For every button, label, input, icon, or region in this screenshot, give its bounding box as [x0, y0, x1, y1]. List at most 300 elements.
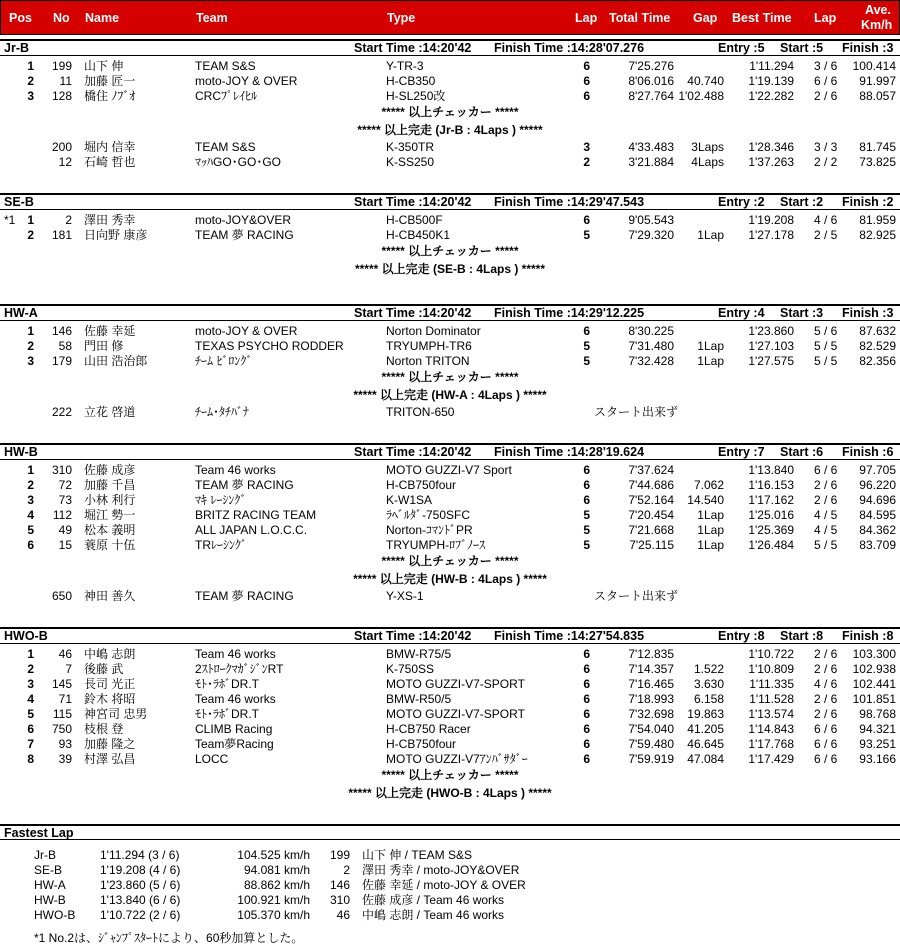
machine-type: H-CB750four	[386, 478, 457, 492]
class-header	[0, 443, 900, 460]
rider-name: 長司 光正	[84, 677, 136, 691]
best-time: 1'25.016	[748, 508, 794, 522]
best-lap: 4 / 6	[814, 677, 838, 691]
best-lap: 2 / 6	[814, 647, 838, 661]
best-lap: 6 / 6	[814, 463, 838, 477]
car-number: 11	[59, 74, 72, 88]
team-name: TEAM 夢 RACING	[195, 589, 294, 603]
result-row	[0, 228, 900, 243]
car-number: 112	[52, 508, 72, 522]
rider-name: 橋住 ﾉﾌﾞｵ	[84, 89, 136, 103]
class-header	[0, 627, 900, 644]
best-lap: 3 / 3	[814, 140, 838, 154]
best-lap: 2 / 6	[814, 89, 838, 103]
team-name: ﾁｰﾑ･ﾀﾁﾊﾞﾅ	[195, 405, 250, 419]
best-lap: 2 / 5	[814, 228, 838, 242]
average-speed: 102.441	[852, 677, 896, 691]
team-name: CLIMB Racing	[195, 722, 273, 736]
laps: 6	[583, 74, 590, 88]
result-row	[0, 463, 900, 478]
machine-type: K-W1SA	[386, 493, 433, 507]
team-name: ﾏｷ ﾚｰｼﾝｸﾞ	[195, 493, 247, 507]
start-time: Start Time :14:20'42	[354, 629, 472, 643]
entry-count: Entry :5	[718, 41, 765, 55]
complete-note: ***** 以上完走 (SE-B : 4Laps ) *****	[354, 262, 546, 276]
best-lap: 6 / 6	[814, 722, 838, 736]
average-speed: 94.696	[859, 493, 896, 507]
start-count: Start :2	[780, 195, 824, 209]
total-time: 7'52.164	[628, 493, 674, 507]
total-time: 7'29.320	[628, 228, 674, 242]
position: 8	[27, 752, 34, 766]
best-lap: 5 / 6	[814, 324, 838, 338]
total-time: 7'20.454	[628, 508, 674, 522]
entry-count: Entry :8	[718, 629, 765, 643]
rider-name: 佐藤 成彦	[84, 463, 136, 477]
best-time: 1'17.768	[748, 737, 794, 751]
entry-count: Entry :2	[718, 195, 765, 209]
position: 2	[27, 478, 34, 492]
rider-name: 堀内 信幸	[84, 140, 136, 154]
average-speed: 98.768	[859, 707, 896, 721]
finish-time: Finish Time :14:29'12.225	[494, 306, 645, 320]
result-row	[0, 89, 900, 104]
gap: 6.158	[693, 692, 724, 706]
best-time: 1'16.153	[748, 478, 794, 492]
car-number: 200	[51, 140, 72, 154]
team-name: ﾓﾄ･ﾗﾎﾞDR.T	[195, 707, 259, 721]
total-time: 8'06.016	[628, 74, 674, 88]
result-row	[0, 155, 900, 170]
laps: 6	[583, 737, 590, 751]
result-row	[0, 707, 900, 722]
gap: 19.863	[687, 707, 724, 721]
average-speed: 73.825	[859, 155, 896, 169]
machine-type: H-CB750four	[386, 737, 457, 751]
car-number: 310	[51, 463, 72, 477]
car-number: 750	[51, 722, 72, 736]
best-lap: 4 / 5	[814, 508, 838, 522]
position: 1	[27, 59, 34, 73]
fastest-lap-row	[0, 863, 900, 878]
position: 2	[27, 662, 34, 676]
result-row	[0, 493, 900, 508]
penalty-mark: *1	[4, 213, 16, 227]
result-row	[0, 478, 900, 493]
average-speed: 91.997	[859, 74, 896, 88]
fastest-number: 310	[329, 893, 350, 907]
class-section	[0, 193, 900, 279]
finish-count: Finish :3	[842, 306, 894, 320]
position: 5	[27, 523, 34, 537]
car-number: 128	[51, 89, 72, 103]
laps: 6	[583, 493, 590, 507]
car-number: 181	[51, 228, 72, 242]
best-time: 1'10.722	[748, 647, 794, 661]
average-speed: 84.595	[859, 508, 896, 522]
col-pos: Pos	[9, 11, 32, 25]
laps: 6	[583, 213, 590, 227]
team-name: ﾓﾄ･ﾗﾎﾞDR.T	[195, 677, 259, 691]
team-name: BRITZ RACING TEAM	[195, 508, 317, 522]
car-number: 650	[51, 589, 72, 603]
team-name: 2ｽﾄﾛｰｸﾏｶﾞｼﾞﾝRT	[195, 662, 284, 676]
class-name: HWO-B	[4, 629, 48, 643]
position: 2	[27, 339, 34, 353]
machine-type: Y-TR-3	[386, 59, 424, 73]
best-lap: 6 / 6	[814, 74, 838, 88]
rider-name: 中嶋 志朗	[84, 647, 136, 661]
fastest-lap-header	[0, 824, 900, 840]
laps: 2	[583, 155, 590, 169]
dns-note: スタート出来ず	[594, 589, 679, 603]
class-name: Jr-B	[4, 41, 30, 55]
fastest-lap-row	[0, 908, 900, 923]
fastest-lap-row	[0, 893, 900, 908]
team-name: TEAM 夢 RACING	[195, 228, 294, 242]
finish-time: Finish Time :14:28'07.276	[494, 41, 645, 55]
position: 4	[27, 692, 34, 706]
best-time: 1'13.574	[748, 707, 794, 721]
machine-type: Norton Dominator	[386, 324, 481, 338]
complete-note: ***** 以上完走 (HWO-B : 4Laps ) *****	[348, 786, 552, 800]
class-header	[0, 304, 900, 321]
team-name: moto-JOY&OVER	[195, 213, 292, 227]
result-row	[0, 213, 900, 228]
result-row	[0, 59, 900, 74]
gap: 1Lap	[697, 339, 724, 353]
class-header	[0, 39, 900, 56]
result-row	[0, 523, 900, 538]
rider-name: 立花 啓道	[84, 405, 136, 419]
start-count: Start :6	[780, 445, 824, 459]
car-number: 146	[51, 324, 72, 338]
position: 1	[27, 324, 34, 338]
best-lap: 2 / 6	[814, 707, 838, 721]
best-time: 1'23.860	[748, 324, 794, 338]
best-lap: 5 / 5	[814, 339, 838, 353]
average-speed: 93.166	[859, 752, 896, 766]
car-number: 222	[51, 405, 72, 419]
machine-type: MOTO GUZZI-V7 Sport	[386, 463, 512, 477]
team-name: ALL JAPAN L.O.C.C.	[195, 523, 308, 537]
class-header	[0, 193, 900, 210]
laps: 6	[583, 59, 590, 73]
best-time: 1'26.484	[748, 538, 794, 552]
team-name: LOCC	[195, 752, 229, 766]
car-number: 58	[58, 339, 72, 353]
best-lap: 2 / 6	[814, 692, 838, 706]
rider-name: 山田 浩治郎	[84, 354, 148, 368]
average-speed: 84.362	[859, 523, 896, 537]
rider-name: 加藤 隆之	[84, 737, 136, 751]
machine-type: TRITON-650	[386, 405, 455, 419]
car-number: 145	[51, 677, 72, 691]
complete-note: ***** 以上完走 (HW-A : 4Laps ) *****	[353, 388, 547, 402]
total-time: 7'25.276	[628, 59, 674, 73]
gap: 1Lap	[697, 228, 724, 242]
laps: 5	[583, 354, 590, 368]
best-lap: 3 / 6	[814, 59, 838, 73]
result-row	[0, 692, 900, 707]
result-row	[0, 405, 900, 420]
class-name: SE-B	[4, 195, 34, 209]
class-section	[0, 304, 900, 420]
total-time: 8'30.225	[628, 324, 674, 338]
total-time: 9'05.543	[628, 213, 674, 227]
average-speed: 82.925	[859, 228, 896, 242]
rider-name: 蓑原 十伍	[84, 538, 136, 552]
result-row	[0, 662, 900, 677]
total-time: 7'18.993	[628, 692, 674, 706]
position: 5	[27, 707, 34, 721]
class-section	[0, 443, 900, 604]
best-time: 1'13.840	[748, 463, 794, 477]
fastest-class: Jr-B	[34, 848, 56, 862]
gap: 46.645	[687, 737, 724, 751]
average-speed: 81.745	[859, 140, 896, 154]
best-time: 1'17.429	[748, 752, 794, 766]
machine-type: ﾗﾍﾞﾙﾀﾞ-750SFC	[386, 508, 471, 522]
machine-type: H-CB350	[386, 74, 436, 88]
laps: 6	[583, 478, 590, 492]
fastest-rider: 中嶋 志朗 / Team 46 works	[362, 908, 505, 922]
machine-type: K-750SS	[386, 662, 435, 676]
finish-count: Finish :8	[842, 629, 894, 643]
total-time: 7'59.480	[628, 737, 674, 751]
rider-name: 松本 義明	[84, 523, 136, 537]
total-time: 7'25.115	[629, 538, 674, 552]
rider-name: 後藤 武	[84, 662, 124, 676]
gap: 7.062	[693, 478, 724, 492]
average-speed: 83.709	[859, 538, 896, 552]
col-total-time: Total Time	[609, 11, 671, 25]
car-number: 115	[52, 707, 72, 721]
best-time: 1'25.369	[748, 523, 794, 537]
average-speed: 93.251	[859, 737, 896, 751]
machine-type: BMW-R50/5	[386, 692, 452, 706]
entry-count: Entry :7	[718, 445, 765, 459]
car-number: 71	[58, 692, 72, 706]
car-number: 2	[65, 213, 72, 227]
best-time: 1'17.162	[748, 493, 794, 507]
average-speed: 103.300	[852, 647, 896, 661]
col-lap: Lap	[575, 11, 598, 25]
total-time: 7'12.835	[628, 647, 674, 661]
result-row	[0, 354, 900, 369]
fastest-time: 1'19.208 (4 / 6)	[100, 863, 181, 877]
footnote: *1 No.2は、ｼﾞｬﾝﾌﾟｽﾀｰﾄにより、60秒加算とした。	[34, 931, 304, 945]
rider-name: 佐藤 幸延	[84, 324, 136, 338]
best-time: 1'14.843	[748, 722, 794, 736]
best-time: 1'11.335	[749, 677, 794, 691]
start-count: Start :8	[780, 629, 824, 643]
fastest-lap-row	[0, 878, 900, 893]
gap: 3Laps	[691, 140, 724, 154]
team-name: moto-JOY & OVER	[195, 74, 298, 88]
total-time: 7'16.465	[628, 677, 674, 691]
best-lap: 4 / 5	[814, 523, 838, 537]
best-time: 1'27.178	[748, 228, 794, 242]
position: 3	[27, 354, 34, 368]
gap: 1'02.488	[678, 89, 724, 103]
laps: 5	[583, 228, 590, 242]
fastest-speed: 104.525 km/h	[237, 848, 310, 862]
finish-count: Finish :6	[842, 445, 894, 459]
best-lap: 2 / 6	[814, 478, 838, 492]
team-name: ﾁｰﾑ ﾋﾞﾛﾝｸﾞ	[195, 354, 253, 368]
rider-name: 澤田 秀幸	[84, 213, 136, 227]
position: 1	[27, 647, 34, 661]
gap: 41.205	[687, 722, 724, 736]
laps: 6	[583, 692, 590, 706]
start-time: Start Time :14:20'42	[354, 306, 472, 320]
team-name: Team 46 works	[195, 692, 276, 706]
position: 6	[27, 722, 34, 736]
fastest-time: 1'11.294 (3 / 6)	[100, 848, 180, 862]
finish-count: Finish :3	[842, 41, 894, 55]
team-name: TEAM S&S	[195, 59, 256, 73]
team-name: moto-JOY & OVER	[195, 324, 298, 338]
fastest-time: 1'23.860 (5 / 6)	[100, 878, 181, 892]
best-time: 1'11.294	[749, 59, 794, 73]
average-speed: 82.356	[859, 354, 896, 368]
gap: 4Laps	[691, 155, 724, 169]
gap: 40.740	[687, 74, 724, 88]
col-kmh: Km/h	[861, 18, 893, 32]
gap: 47.084	[687, 752, 724, 766]
fastest-speed: 94.081 km/h	[243, 863, 310, 877]
fastest-class: HWO-B	[34, 908, 76, 922]
result-row	[0, 737, 900, 752]
machine-type: H-CB450K1	[386, 228, 451, 242]
best-lap: 2 / 2	[814, 155, 838, 169]
checker-note: ***** 以上チェッカー *****	[381, 105, 519, 119]
col-type: Type	[387, 11, 416, 25]
position: 3	[27, 493, 34, 507]
machine-type: BMW-R75/5	[386, 647, 452, 661]
best-time: 1'27.103	[748, 339, 794, 353]
dns-note: スタート出来ず	[594, 405, 679, 419]
result-row	[0, 589, 900, 604]
rider-name: 加藤 千昌	[84, 478, 136, 492]
best-lap: 2 / 6	[814, 493, 838, 507]
car-number: 179	[51, 354, 72, 368]
col-best-lap: Lap	[814, 11, 837, 25]
checker-note: ***** 以上チェッカー *****	[381, 554, 519, 568]
gap: 1Lap	[697, 508, 724, 522]
gap: 14.540	[687, 493, 724, 507]
start-time: Start Time :14:20'42	[354, 445, 472, 459]
entry-count: Entry :4	[718, 306, 765, 320]
fastest-rider: 山下 伸 / TEAM S&S	[362, 848, 473, 862]
best-time: 1'19.139	[748, 74, 794, 88]
result-row	[0, 140, 900, 155]
laps: 5	[583, 523, 590, 537]
best-time: 1'11.528	[749, 692, 794, 706]
total-time: 7'32.698	[628, 707, 674, 721]
laps: 6	[583, 89, 590, 103]
total-time: 4'33.483	[628, 140, 674, 154]
fastest-rider: 佐藤 幸延 / moto-JOY & OVER	[362, 878, 526, 892]
start-time: Start Time :14:20'42	[354, 195, 472, 209]
laps: 6	[583, 677, 590, 691]
car-number: 199	[51, 59, 72, 73]
result-row	[0, 752, 900, 767]
fastest-speed: 88.862 km/h	[243, 878, 310, 892]
finish-time: Finish Time :14:29'47.543	[494, 195, 645, 209]
result-row	[0, 508, 900, 523]
fastest-number: 2	[343, 863, 350, 877]
laps: 6	[583, 463, 590, 477]
best-lap: 6 / 6	[814, 737, 838, 751]
car-number: 15	[58, 538, 72, 552]
laps: 6	[583, 752, 590, 766]
position: 3	[27, 677, 34, 691]
col-ave: Ave.	[865, 3, 891, 17]
start-count: Start :5	[780, 41, 824, 55]
result-row	[0, 339, 900, 354]
total-time: 8'27.764	[628, 89, 674, 103]
best-time: 1'22.282	[748, 89, 794, 103]
finish-count: Finish :2	[842, 195, 894, 209]
start-count: Start :3	[780, 306, 824, 320]
fastest-number: 146	[329, 878, 350, 892]
best-time: 1'27.575	[748, 354, 794, 368]
col-team: Team	[196, 11, 228, 25]
average-speed: 102.938	[852, 662, 896, 676]
laps: 6	[583, 647, 590, 661]
position: 6	[27, 538, 34, 552]
fastest-rider: 佐藤 成彦 / Team 46 works	[362, 893, 505, 907]
best-lap: 4 / 6	[814, 213, 838, 227]
team-name: Team 46 works	[195, 463, 276, 477]
result-row	[0, 538, 900, 553]
best-lap: 2 / 6	[814, 662, 838, 676]
car-number: 46	[58, 647, 72, 661]
average-speed: 94.321	[859, 722, 896, 736]
average-speed: 97.705	[859, 463, 896, 477]
class-name: HW-A	[4, 306, 38, 320]
col-name: Name	[85, 11, 120, 25]
checker-note: ***** 以上チェッカー *****	[381, 768, 519, 782]
gap: 1Lap	[697, 538, 724, 552]
fastest-lap-row	[0, 848, 900, 863]
fastest-rider: 澤田 秀幸 / moto-JOY&OVER	[362, 863, 520, 877]
total-time: 7'32.428	[628, 354, 674, 368]
complete-note: ***** 以上完走 (Jr-B : 4Laps ) *****	[357, 123, 543, 137]
result-row	[0, 647, 900, 662]
machine-type: MOTO GUZZI-V7-SPORT	[386, 707, 525, 721]
class-section	[0, 39, 900, 170]
machine-type: MOTO GUZZI-V7ｱﾝﾊﾞｻﾀﾞｰ	[386, 752, 528, 766]
team-name: TEAM 夢 RACING	[195, 478, 294, 492]
rider-name: 日向野 康彦	[84, 228, 148, 242]
laps: 5	[583, 339, 590, 353]
team-name: Team夢Racing	[195, 737, 274, 751]
fastest-speed: 105.370 km/h	[237, 908, 310, 922]
machine-type: TRYUMPH-TR6	[386, 339, 472, 353]
result-row	[0, 722, 900, 737]
rider-name: 堀江 勢一	[84, 508, 136, 522]
rider-name: 神田 善久	[84, 589, 136, 603]
position: 3	[27, 89, 34, 103]
best-lap: 5 / 5	[814, 538, 838, 552]
result-row	[0, 74, 900, 89]
rider-name: 門田 修	[84, 339, 124, 353]
machine-type: Norton TRITON	[386, 354, 470, 368]
laps: 6	[583, 722, 590, 736]
